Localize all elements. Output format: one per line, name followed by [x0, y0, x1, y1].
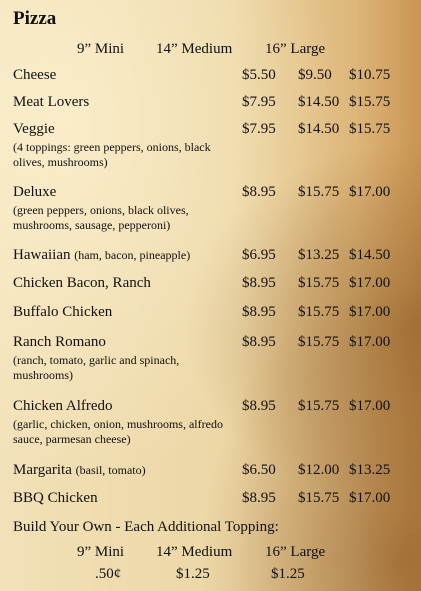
- item-description: (4 toppings: green peppers, onions, black olives, mushrooms): [13, 140, 211, 169]
- price-mini: $8.95: [242, 184, 276, 200]
- price-medium: $12.00: [298, 462, 340, 478]
- menu-item-meat-lovers: [13, 93, 408, 112]
- price-large: $10.75: [349, 67, 391, 83]
- price-large: $15.75: [349, 121, 391, 137]
- price-medium: $15.75: [298, 334, 340, 350]
- menu-item-chicken-bacon-ranch: [13, 274, 408, 293]
- price-large: $13.25: [349, 462, 391, 478]
- item-description: (green peppers, onions, black olives, mushrooms, sausage, pepperoni): [13, 203, 189, 232]
- price-mini: $8.95: [242, 304, 276, 320]
- menu-item-ranch-romano: [13, 333, 408, 383]
- price-medium: $14.50: [298, 94, 340, 110]
- price-large: $14.50: [349, 247, 391, 263]
- menu-item-bbq-chicken: [13, 489, 408, 508]
- price-mini: $7.95: [242, 94, 276, 110]
- price-mini: $8.95: [242, 490, 276, 506]
- price-large: $15.75: [349, 94, 391, 110]
- price-large: $17.00: [349, 334, 391, 350]
- byo-size-mini: 9” Mini: [77, 544, 125, 560]
- price-medium: $13.25: [298, 247, 340, 263]
- price-large: $17.00: [349, 490, 391, 506]
- item-name: Hawaiian: [13, 247, 71, 263]
- item-name: Margarita: [13, 462, 72, 478]
- item-name: Chicken Bacon, Ranch: [13, 275, 151, 291]
- price-mini: $8.95: [242, 275, 276, 291]
- price-mini: $6.95: [242, 247, 276, 263]
- price-large: $17.00: [349, 275, 391, 291]
- byo-size-large: 16” Large: [265, 544, 326, 560]
- byo-price-large: $1.25: [271, 566, 305, 582]
- price-medium: $14.50: [298, 121, 340, 137]
- menu-item-chicken-alfredo: [13, 397, 408, 447]
- menu-item-margarita: [13, 461, 408, 480]
- item-name: Veggie: [13, 121, 55, 137]
- size-header-medium: 14” Medium: [156, 41, 233, 57]
- item-name: BBQ Chicken: [13, 490, 98, 506]
- item-name: Cheese: [13, 67, 57, 83]
- price-large: $17.00: [349, 184, 391, 200]
- item-name: Buffalo Chicken: [13, 304, 113, 320]
- price-large: $17.00: [349, 304, 391, 320]
- size-header-mini: 9” Mini: [77, 41, 125, 57]
- price-medium: $15.75: [298, 398, 340, 414]
- item-inline-note: (ham, bacon, pineapple): [74, 248, 191, 262]
- price-mini: $7.95: [242, 121, 276, 137]
- price-large: $17.00: [349, 398, 391, 414]
- menu-item-buffalo-chicken: [13, 303, 408, 322]
- byo-price-mini: .50¢: [95, 566, 122, 582]
- item-name: Ranch Romano: [13, 334, 106, 350]
- price-medium: $15.75: [298, 184, 340, 200]
- price-mini: $6.50: [242, 462, 276, 478]
- price-medium: $15.75: [298, 304, 340, 320]
- price-mini: $8.95: [242, 398, 276, 414]
- size-header-large: 16” Large: [265, 41, 326, 57]
- byo-size-medium: 14” Medium: [156, 544, 233, 560]
- menu-item-cheese: [13, 66, 408, 85]
- item-name: Deluxe: [13, 184, 57, 200]
- item-description: (garlic, chicken, onion, mushrooms, alfredo sauce, parmesan cheese): [13, 417, 223, 446]
- price-medium: $9.50: [298, 67, 332, 83]
- menu-title: Pizza: [13, 8, 57, 29]
- price-mini: $8.95: [242, 334, 276, 350]
- price-mini: $5.50: [242, 67, 276, 83]
- item-name: Chicken Alfredo: [13, 398, 113, 414]
- build-your-own-heading: Build Your Own - Each Additional Topping:: [13, 519, 279, 535]
- price-medium: $15.75: [298, 490, 340, 506]
- menu-item-hawaiian: [13, 246, 408, 265]
- byo-price-medium: $1.25: [176, 566, 210, 582]
- item-description: (ranch, tomato, garlic and spinach, mushrooms): [13, 353, 180, 382]
- item-name: Meat Lovers: [13, 94, 90, 110]
- menu-item-veggie: [13, 120, 408, 170]
- price-medium: $15.75: [298, 275, 340, 291]
- item-inline-note: (basil, tomato): [75, 463, 146, 477]
- menu-item-deluxe: [13, 183, 408, 233]
